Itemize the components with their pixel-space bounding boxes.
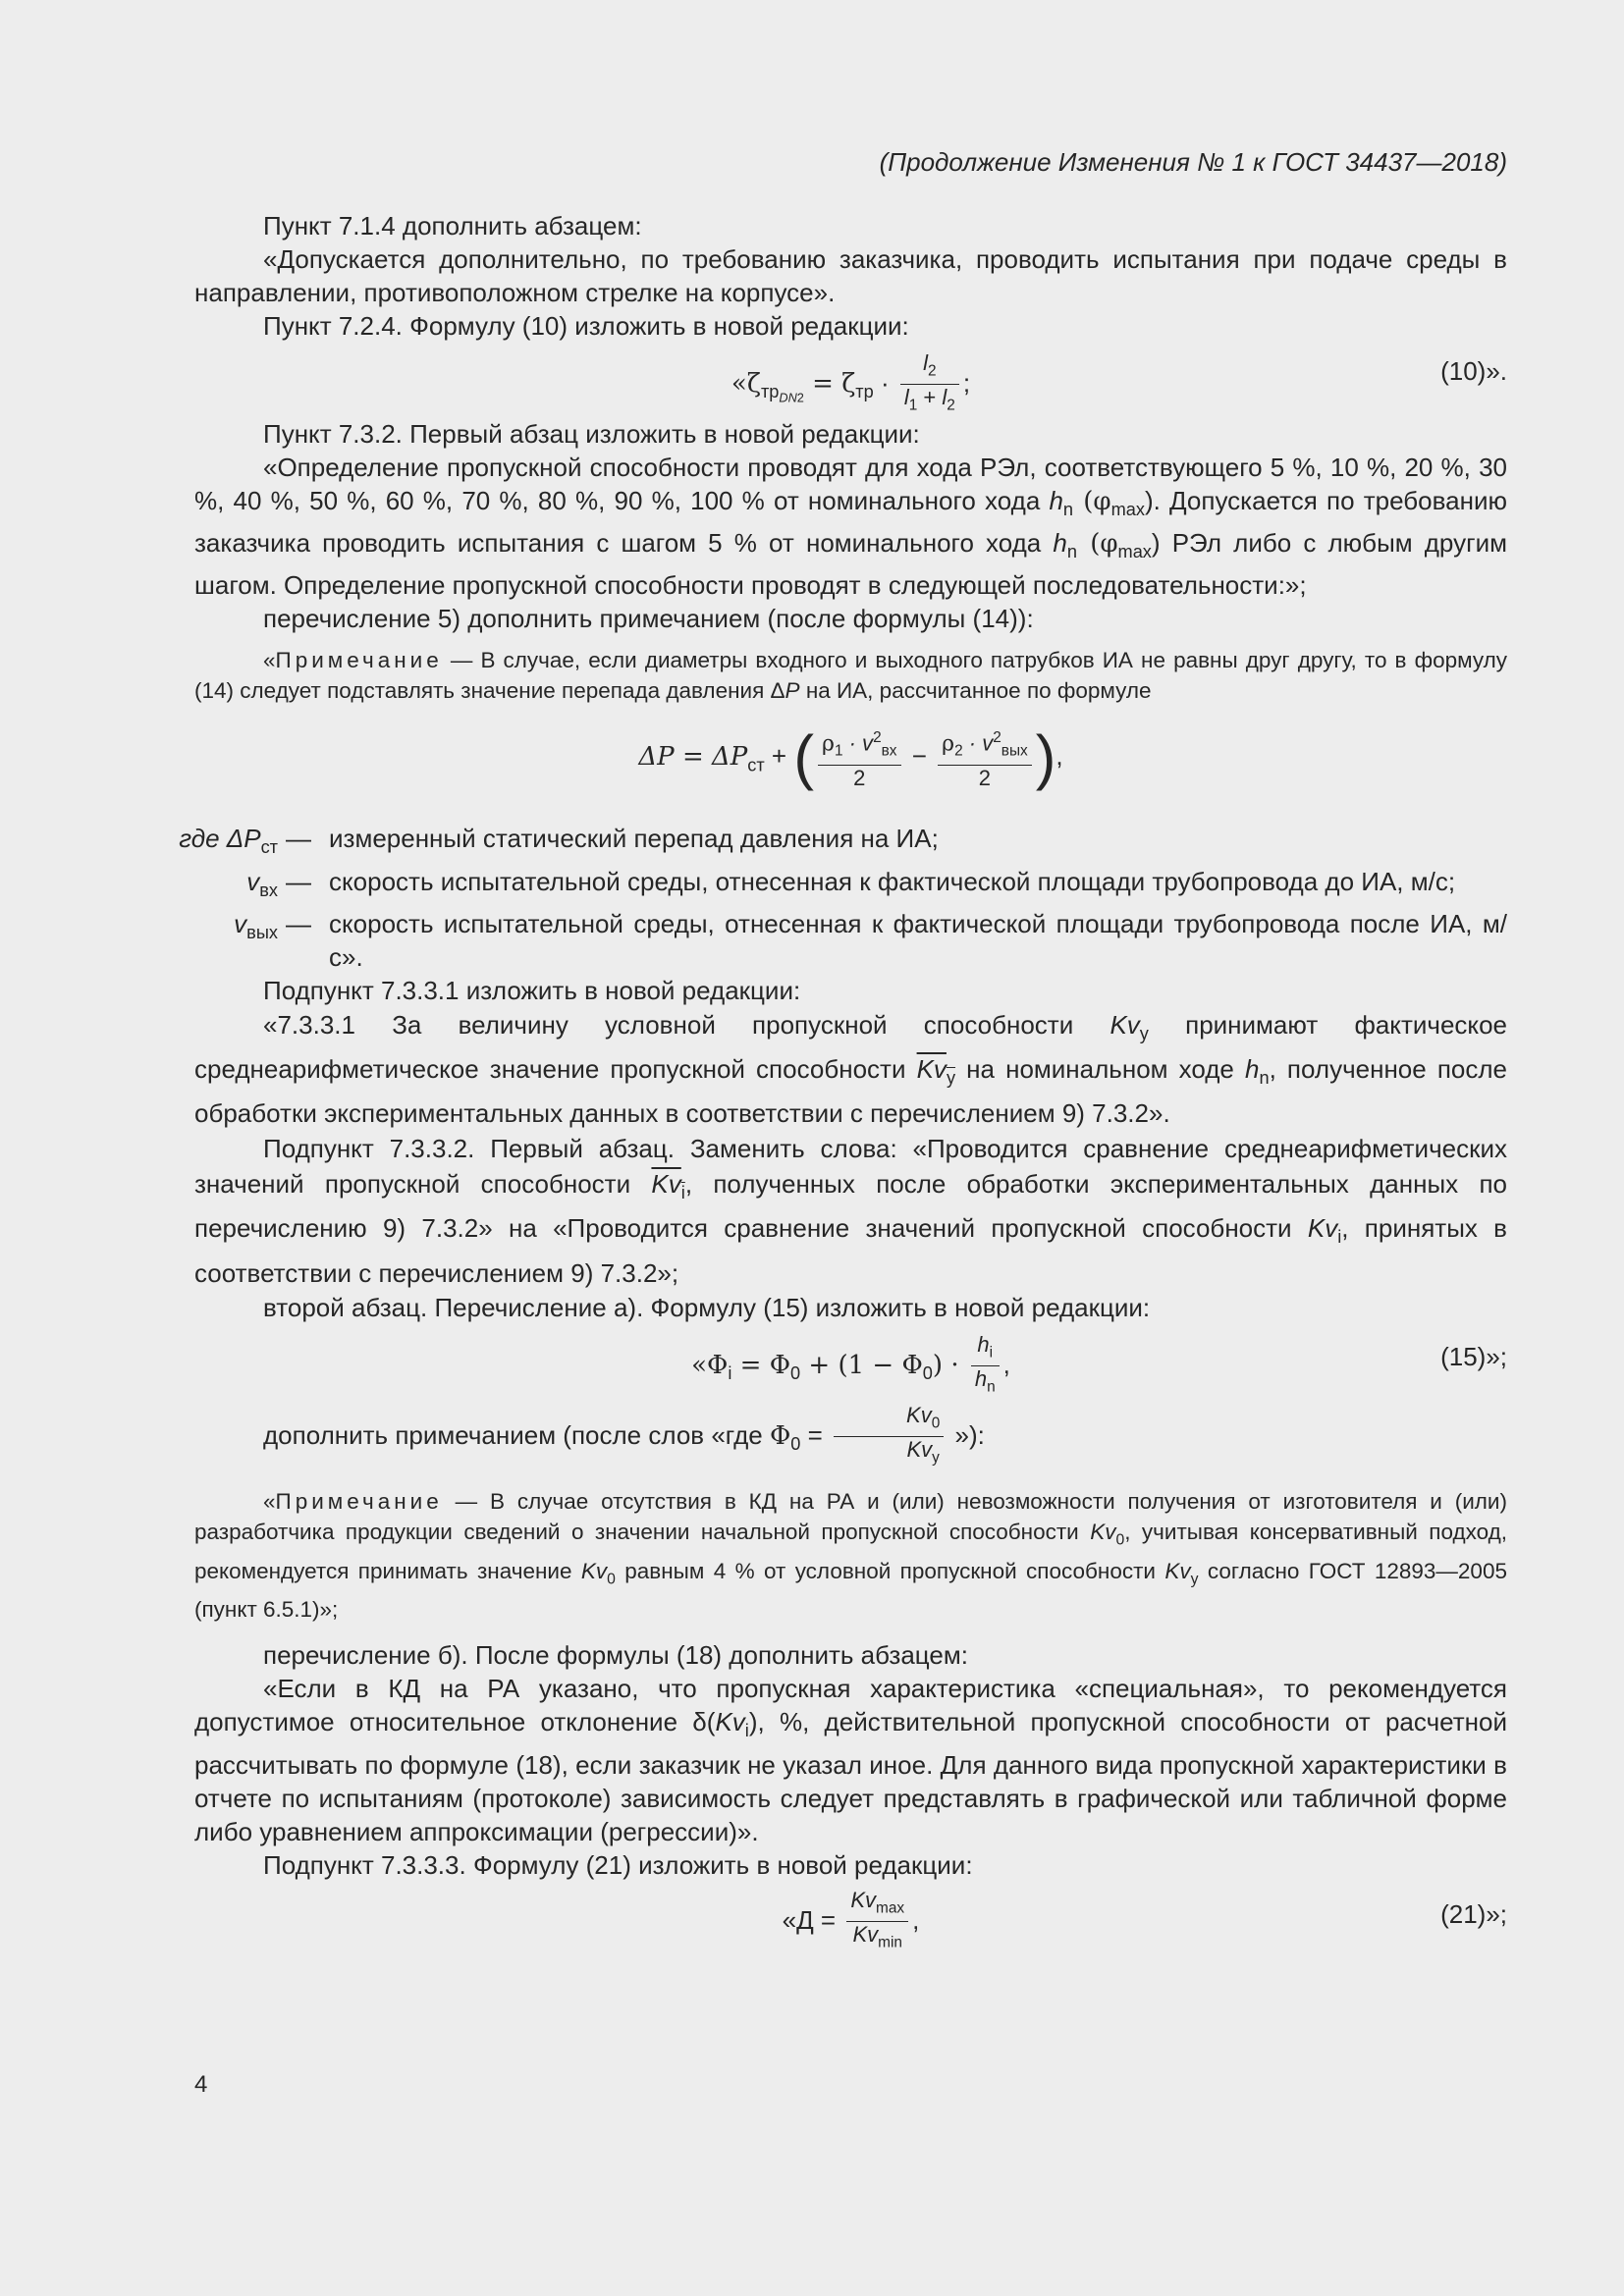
legend-description: скорость испытательной среды, отнесенная к фактической площади трубопровода до ИА, м/с; [329,866,1456,896]
paragraph: «Допускается дополнительно, по требованию заказчика, проводить испытания при подаче среды в направлении, противоположном стрелке на корпусе». [194,244,1507,307]
document-body [179,209,1508,1960]
note: «Примечание — В случае, если диаметры входного и выходного патрубков ИА не равны друг другу, то в формулу (14) следует подставлять значение перепада давления ΔP на ИА, рассчитанное по формуле [194,648,1507,704]
formula-21: «Д = $\frac{Kv_{max}}{Kv_{min}}$ , (21)»; [194,1882,1507,1960]
paragraph: перечисление 5) дополнить примечанием (после формулы (14)): [263,604,1034,634]
equation-number: (21)»; [1440,1898,1507,1929]
paragraph: «Определение пропускной способности проводят для хода РЭл, соответствующего 5 %, 10 %, 20 %, 30 %, 40 %, 50 %, 60 %, 70 %, 80 %, 90 %, 100 % от номинального хода $h_n$ $(\varphi_{max})$. Допускается по требованию заказчика проводить испытания с шагом 5 % от номинального хода $h_n$ $(\varphi_{max})$ РЭл либо с любым другим шагом. Определение пропускной способности проводят в следующей последовательности:»; [194,453,1507,601]
formula-15: «$\Phi_i = \Phi_0 + (1 - \Phi_0)$ · $\frac{h_i}{h_n}$ , (15)»; [194,1324,1507,1403]
paragraph: Подпункт 7.3.3.3. Формулу (21) изложить в новой редакции: [263,1849,973,1880]
legend-description: скорость испытательной среды, отнесенная к фактической площади трубопровода после ИА, м/с». [329,908,1507,972]
legend-symbol: где $\Delta P_{ст}$ [179,824,278,858]
legend-symbol: $v_{вых}$ [234,908,278,942]
paragraph: дополнить примечанием (после слов «где $\Phi_0$ = $\frac{Kv_0}{Kv_y}$ »): [194,1403,1507,1473]
page-number: 4 [194,2071,208,2098]
fraction: $\frac{\rho_1 \cdot v^2_{вх}}{2}$ [818,725,901,791]
fraction: $\frac{Kv_0}{Kv_y}$ [834,1403,944,1471]
fraction: $\frac{l_2}{l_1 + l_2}$ [900,350,959,419]
fraction: $\frac{\rho_2 \cdot v^2_{вых}}{2}$ [938,725,1032,791]
legend-description: измеренный статический перепад давления на ИА; [329,824,939,854]
legend-symbol: $v_{вх}$ [246,866,278,900]
formula-delta-p: $\Delta P = \Delta P_{ст}$ + ( $\frac{\rho_1 \cdot v^2_{вх}}{2}$ − $\frac{\rho_2 \cdot v^2_{вых}}{2}$ ), [638,723,1063,792]
note: «Примечание — В случае отсутствия в КД на РА и (или) невозможности получения от изготовителя и (или) разработчика продукции сведений о значении начальной пропускной способности $Kv_0$, учитывая консервативный подход, рекомендуется принимать значение $Kv_0$ равным 4 % от условной пропускной способности $Kv_y$ согласно ГОСТ 12893—2005 (пункт 6.5.1)»; [194,1489,1507,1623]
paragraph: Подпункт 7.3.3.1 изложить в новой редакции: [263,975,801,1005]
fraction: $\frac{h_i}{h_n}$ [971,1332,1000,1401]
formula-legend: где $\Delta P_{ст}$ — измеренный статический перепад давления на ИА; $v_{вх}$ — скорость испытательной среды, отнесенная к фактической площади трубопровода до ИА, м/с; $v_{вых}$ — скорость испытательной среды, отнесенная к фактической площади трубопровода после ИА, м/с». [179,824,1507,972]
paragraph: Пункт 7.3.2. Первый абзац изложить в новой редакции: [263,419,920,449]
paragraph: перечисление б). После формулы (18) дополнить абзацем: [263,1640,968,1671]
paragraph: «Если в КД на РА указано, что пропускная характеристика «специальная», то рекомендуется допустимое относительное отклонение $\delta(Kv_i)$, %, действительной пропускной способности от расчетной рассчитывать по формуле (18), если заказчик не указал иное. Для данного вида пропускной характеристики в отчете по испытаниям (протоколе) зависимость следует представлять в графической или табличной форме либо уравнением аппроксимации (регрессии)». [194,1674,1507,1846]
fraction: $\frac{Kv_{max}}{Kv_{min}}$ [846,1888,908,1956]
paragraph: второй абзац. Перечисление а). Формулу (15) изложить в новой редакции: [263,1292,1151,1322]
equation-number: (15)»; [1440,1341,1507,1371]
page-header: (Продолжение Изменения № 1 к ГОСТ 34437—2018) [879,147,1507,177]
equation-number: (10)». [1440,356,1507,386]
paragraph: Пункт 7.1.4 дополнить абзацем: [263,211,642,240]
paragraph: «7.3.3.1 За величину условной пропускной способности $Kv_y$ принимают фактическое среднеарифметическое значение пропускной способности $\overline{Kv}_{\overline{y}}$ на номинальном ходе $h_n$, полученное после обработки экспериментальных данных в соответствии с перечислением 9) 7.3.2». [194,1009,1508,1129]
formula-10: «$\zeta_{тр_{DN2}} = \zeta_{тр}$ · $\frac{l_2}{l_1 + l_2}$ ; (10)». [194,343,1507,417]
paragraph: Пункт 7.2.4. Формулу (10) изложить в новой редакции: [263,311,909,341]
paragraph: Подпункт 7.3.3.2. Первый абзац. Заменить слова: «Проводится сравнение среднеарифметических значений пропускной способности $\overline{Kv}_{\overline{i}}$, полученных после обработки экспериментальных данных по перечислению 9) 7.3.2» на «Проводится сравнение значений пропускной способности $Kv_i$, принятых в соответствии с перечислением 9) 7.3.2»; [194,1134,1507,1288]
